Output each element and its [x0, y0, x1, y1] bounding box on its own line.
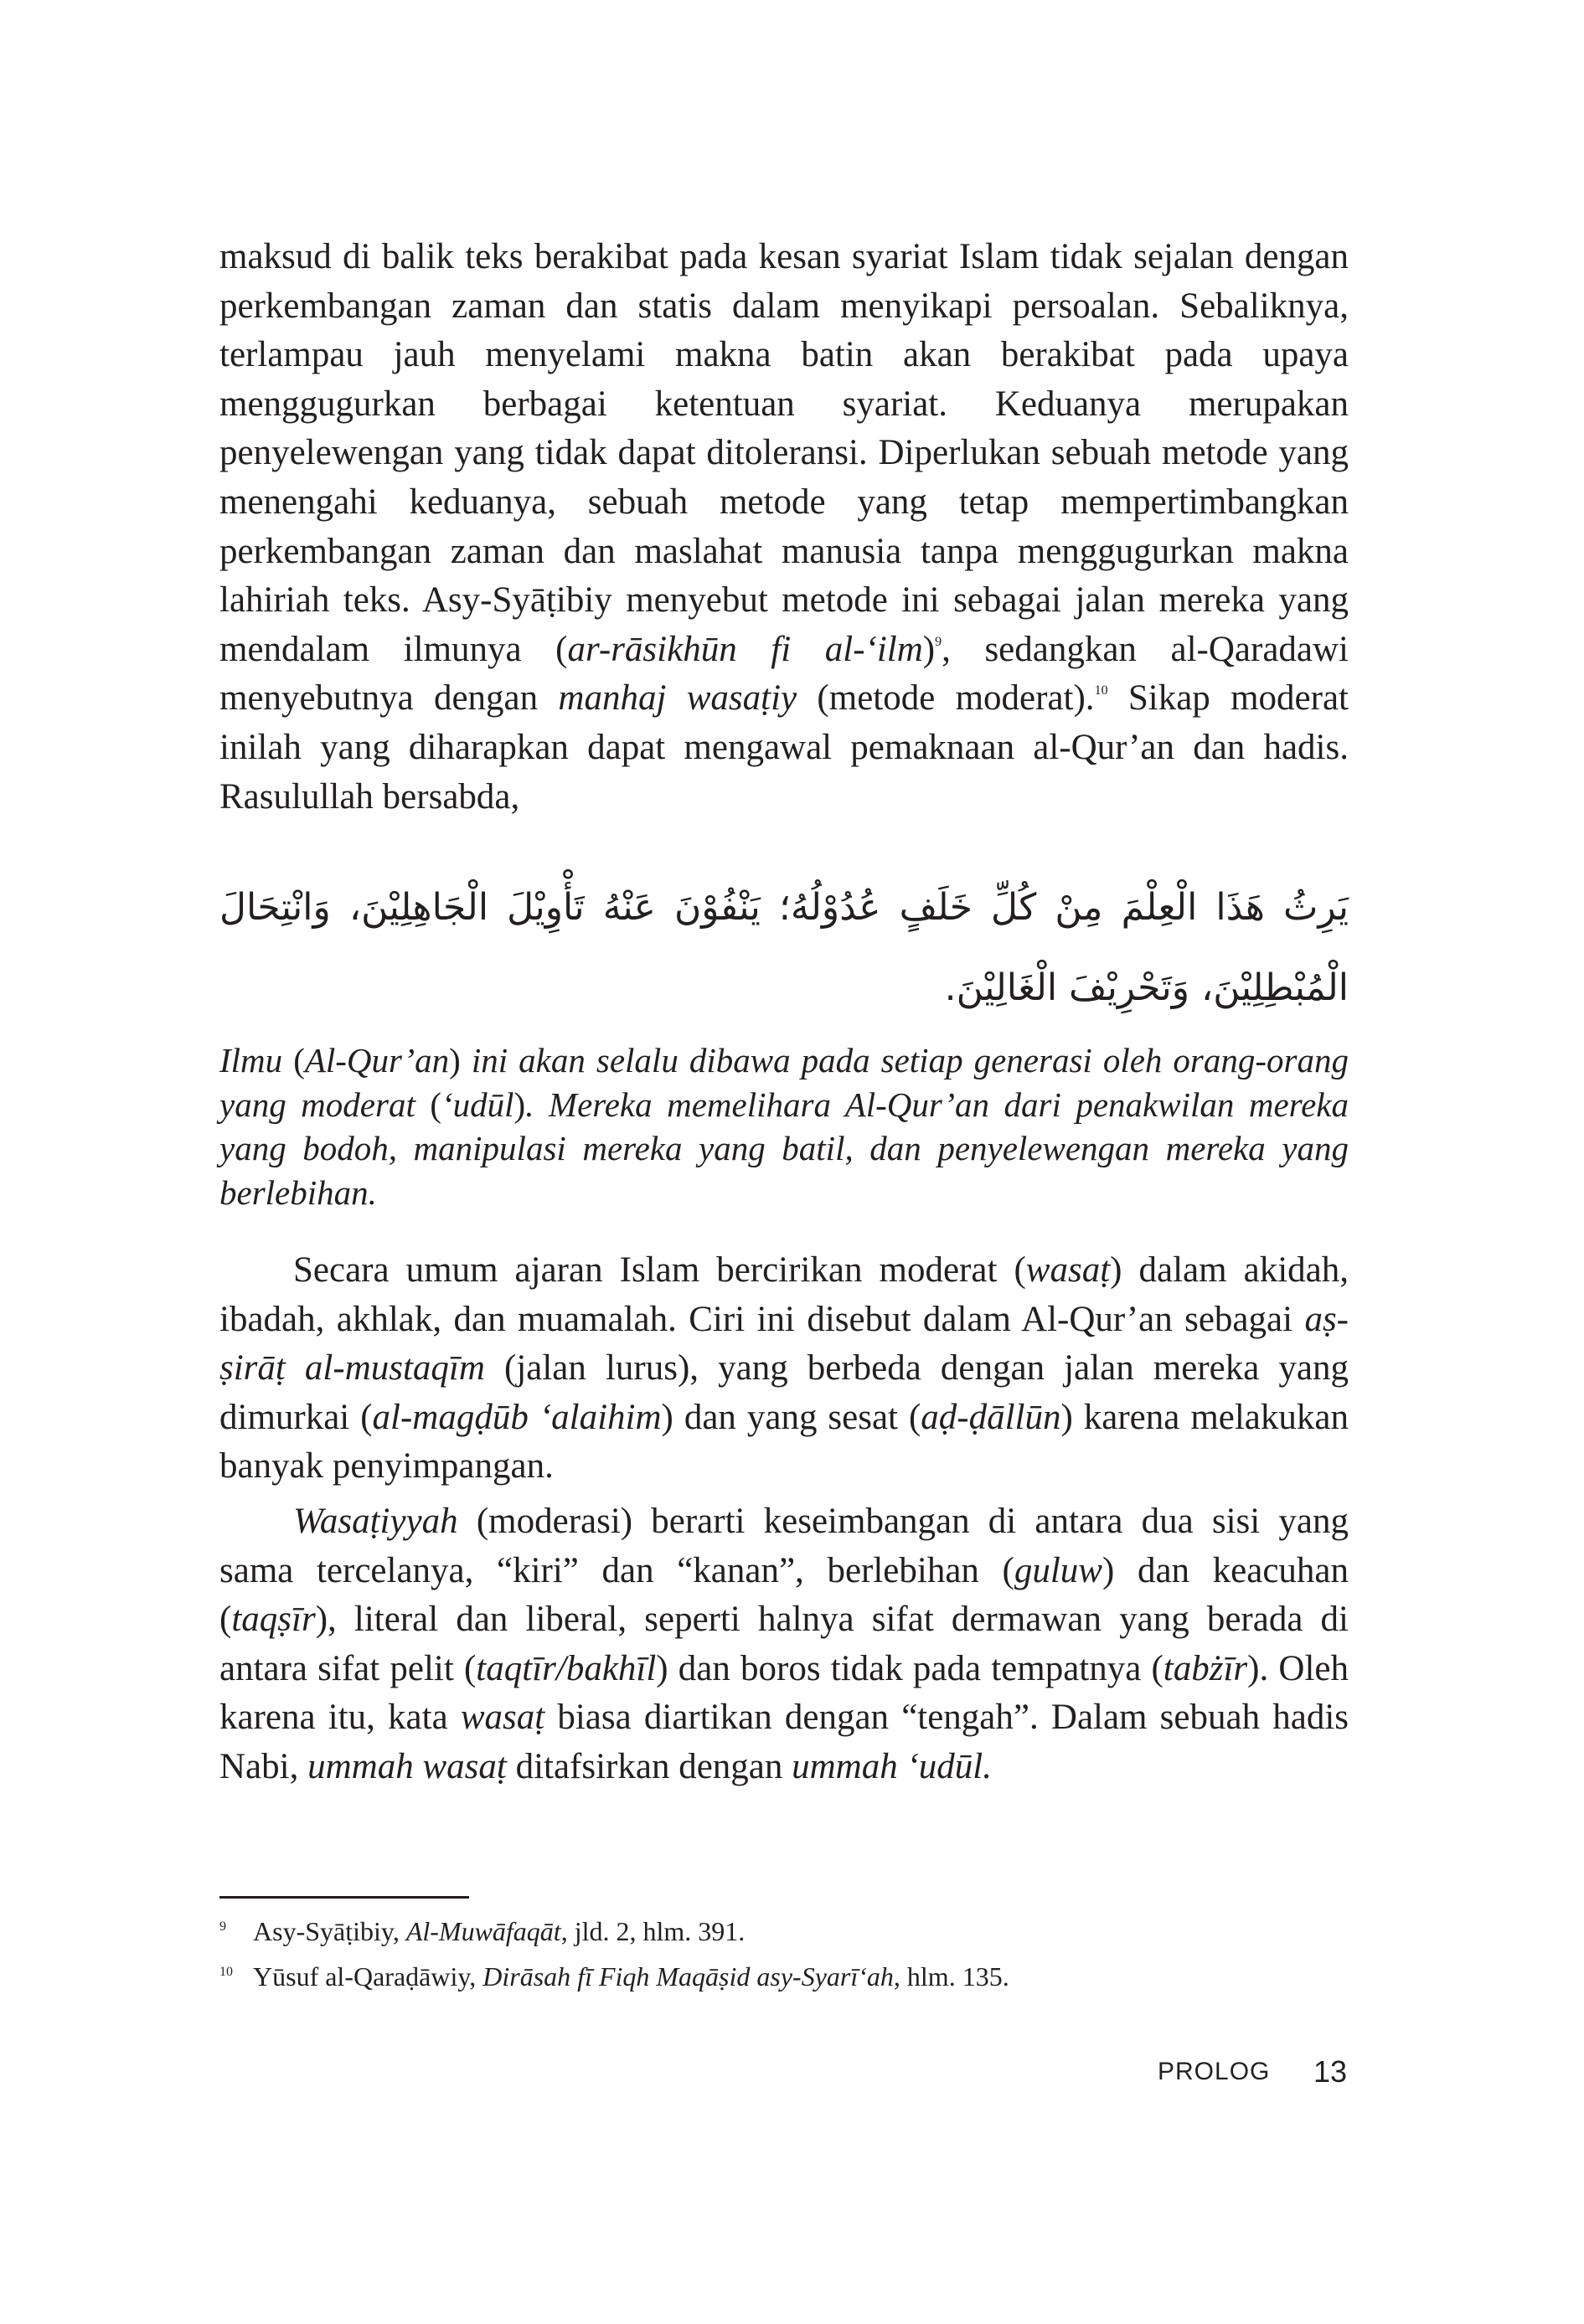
text-run: . Mereka memelihara Al-Qur’an dari penakwilan mereka yang bodoh, manipulasi mereka yang batil, dan penyelewengan mereka yang berlebihan. — [219, 1085, 1349, 1212]
transliterated-term: manhaj wasaṭiy — [558, 678, 797, 719]
transliterated-term: ummah wasaṭ — [307, 1746, 507, 1786]
text-run: , jld. 2, hlm. 391. — [560, 1916, 746, 1946]
text-run: Ilmu — [219, 1041, 294, 1080]
footnote-10: 10 Yūsuf al-Qaraḍāwiy, Dirāsah fī Fiqh Maqāṣid asy-Syarī‘ah, hlm. 135. — [219, 1961, 1009, 1992]
text-run: (jalan lurus), yang berbeda dengan jalan mereka yang dimurkai ( — [219, 1348, 1349, 1437]
transliterated-term: aḍ-ḍāllūn — [921, 1397, 1061, 1437]
text-run: , hlm. 135. — [893, 1961, 1009, 1992]
transliterated-term: wasaṭ — [1025, 1250, 1111, 1290]
transliterated-term: aṣ-ṣirāṭ al-mustaqīm — [219, 1299, 1349, 1389]
text-run: ) — [922, 629, 936, 669]
footnote-divider — [219, 1896, 469, 1899]
text-run: ) — [449, 1041, 461, 1080]
body-paragraph-3 — [219, 1497, 1349, 1792]
text-run: ( — [430, 1085, 441, 1124]
body-paragraph-2 — [219, 1246, 1349, 1492]
text-run: ) dan yang sesat ( — [661, 1397, 921, 1437]
text-run: (metode moderat). — [797, 678, 1095, 719]
text-run: maksud di balik teks berakibat pada kesan syariat Islam tidak sejalan dengan perkembangan zaman dan statis dalam menyikapi persoalan. Sebaliknya, terlampau jauh menyelami makna batin akan berakibat pada upaya menggugurkan berbagai ketentuan syariat. Keduanya merupakan penyelewengan yang tidak dapat ditoleransi. Diperlukan sebuah metode yang menengahi keduanya, sebuah metode yang tetap mempertimbangkan perkembangan zaman dan maslahat manusia tanpa menggugurkan makna lahiriah teks. Asy-Syāṭibiy menyebut metode ini sebagai jalan mereka yang mendalam ilmunya ( — [219, 237, 1349, 669]
text-run: ) dan keacuhan ( — [219, 1550, 1349, 1640]
arabic-hadith-quote: يَرِثُ هَذَا الْعِلْمَ مِنْ كُلِّ خَلَفٍ عُدُوْلُهُ؛ يَنْفُوْنَ عَنْهُ تَأْوِيْلَ الْجَاهِلِيْنَ، وَانْتِحَالَ الْمُبْطِلِيْنَ، وَتَحْرِيْفَ الْغَالِيْنَ. — [219, 886, 1349, 1009]
text-run: ditafsirkan dengan — [506, 1746, 792, 1786]
text-run: ). Oleh karena itu, kata — [219, 1648, 1349, 1738]
transliterated-term: guluw — [1014, 1550, 1102, 1590]
running-footer-section: PROLOG — [1158, 2058, 1271, 2085]
transliterated-term: wasaṭ — [460, 1698, 545, 1738]
text-run: ) karena melakukan banyak penyimpangan. — [219, 1397, 1349, 1487]
citation-title: Dirāsah fī Fiqh Maqāṣid asy-Syarī‘ah — [482, 1961, 894, 1992]
citation-title: Al-Muwāfaqāt — [405, 1916, 561, 1946]
footnote-9: 9 Asy-Syāṭibiy, Al-Muwāfaqāt, jld. 2, hlm. 391. — [219, 1916, 746, 1946]
footnote-marker[interactable]: 10 — [1094, 683, 1108, 698]
text-run: ) — [513, 1085, 526, 1124]
text-run: ini akan selalu dibawa pada setiap generasi oleh orang-orang yang moderat — [219, 1041, 1349, 1124]
text-run: Yūsuf al-Qaraḍāwiy, — [253, 1961, 483, 1992]
transliterated-term: taqṣīr — [231, 1600, 316, 1640]
text-run: ( — [293, 1041, 305, 1080]
text-run: , sedangkan al-Qaradawi menyebutnya dengan — [219, 629, 1349, 719]
text-run: ) dalam akidah, ibadah, akhlak, dan muamalah. Ciri ini disebut dalam Al-Qur’an sebagai — [219, 1250, 1349, 1339]
transliterated-term: Wasaṭiyyah — [293, 1502, 458, 1541]
text-run: ) dan boros tidak pada tempatnya ( — [656, 1648, 1163, 1688]
text-run: Sikap moderat inilah yang diharapkan dapat mengawal pemaknaan al-Qur’an dan hadis. Rasulullah bersabda, — [219, 678, 1349, 817]
transliterated-term: al-magḍūb ‘alaihim — [372, 1397, 662, 1437]
footnote-marker[interactable]: 9 — [935, 634, 942, 649]
text-run: Al-Qur’an — [304, 1041, 450, 1080]
transliterated-term: taqtīr/bakhīl — [476, 1648, 657, 1688]
transliterated-term: ar-rāsikhūn fi al-‘ilm — [567, 629, 923, 669]
text-run: Secara umum ajaran Islam bercirikan moderat ( — [293, 1250, 1026, 1290]
text-run: (moderasi) berarti keseimbangan di antara dua sisi yang sama tercelanya, “kiri” dan “kanan”, berlebihan ( — [219, 1502, 1349, 1590]
text-run: biasa diartikan dengan “tengah”. Dalam sebuah hadis Nabi, — [219, 1698, 1349, 1786]
text-run: Asy-Syāṭibiy, — [253, 1916, 406, 1946]
transliterated-term: ummah ‘udūl. — [792, 1746, 992, 1786]
text-run: ), literal dan liberal, seperti halnya sifat dermawan yang berada di antara sifat pelit ( — [219, 1600, 1349, 1688]
body-paragraph-1 — [219, 233, 1349, 822]
text-run: ‘udūl — [441, 1085, 514, 1124]
hadith-translation — [219, 1038, 1349, 1214]
page-number: 13 — [1313, 2054, 1348, 2089]
transliterated-term: tabżīr — [1163, 1648, 1248, 1688]
